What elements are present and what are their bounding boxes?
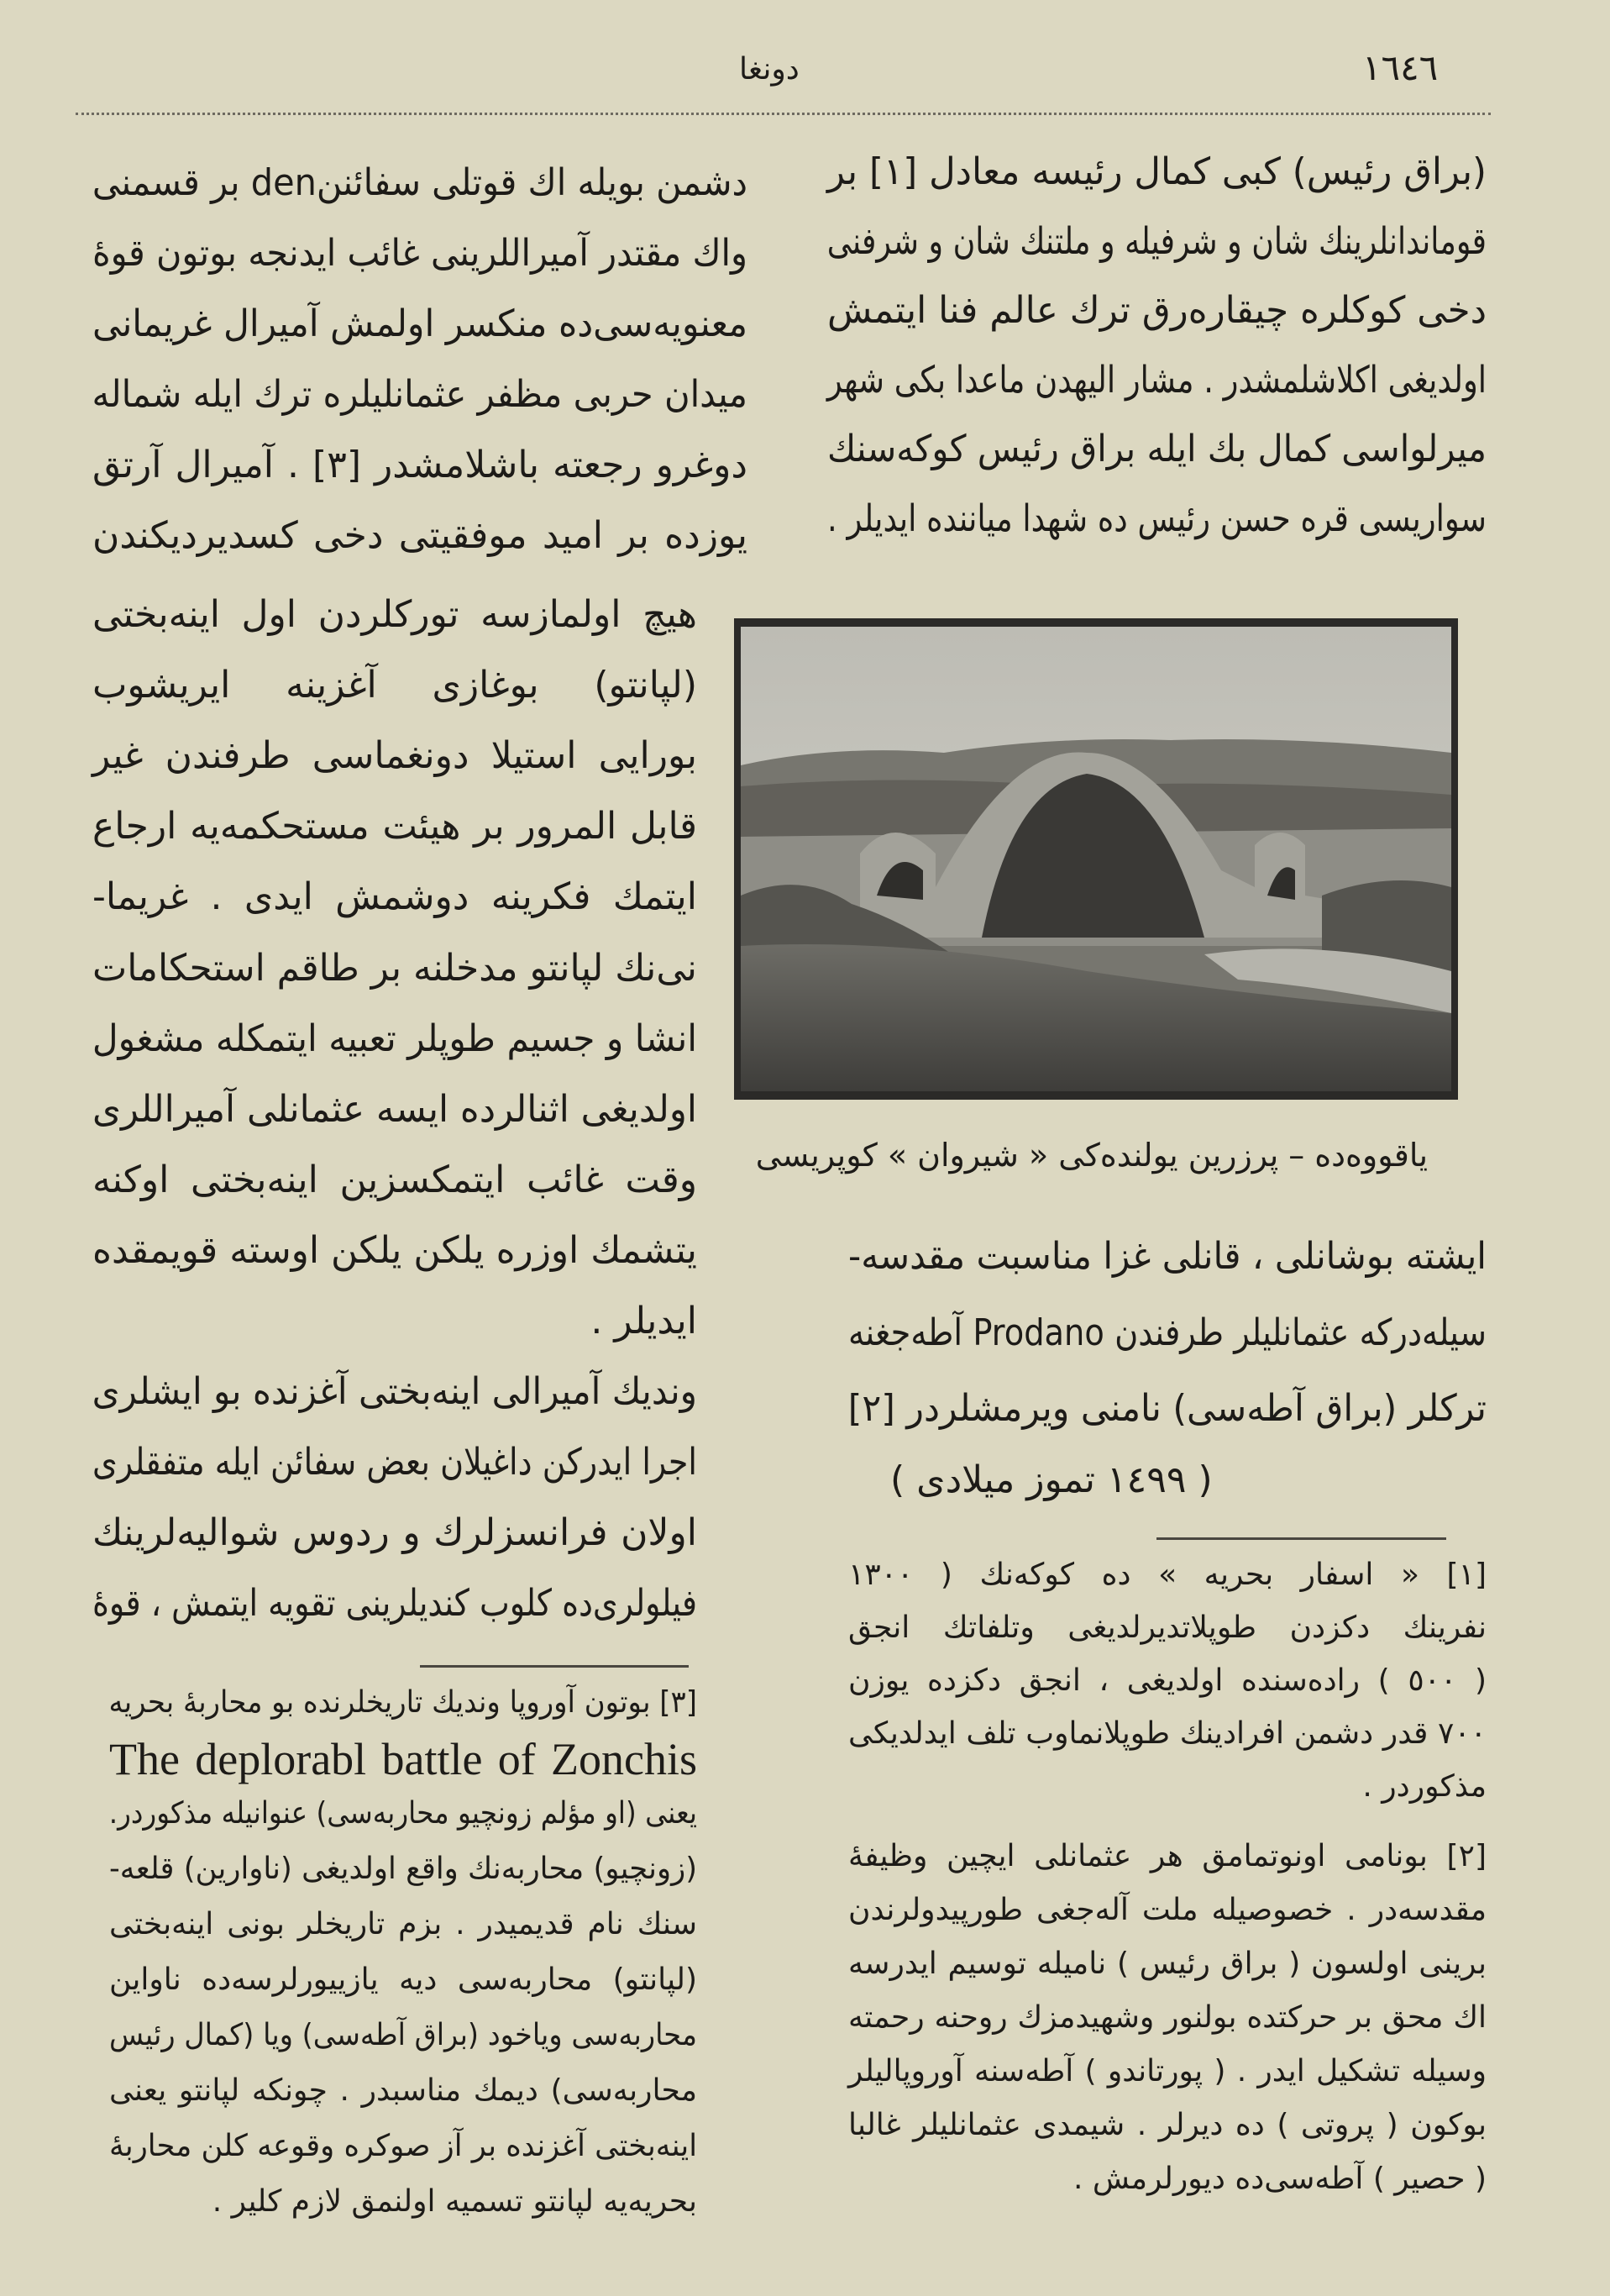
text-line: دشمن بویله اك قوتلی سفائننden بر قسمنی	[92, 161, 747, 204]
text-line: دخی كوكلره چیقاره‌رق ترك عالم فنا ایتمش	[827, 289, 1487, 332]
footnote-line: اینه‌بختی آغزنده بر آز صوكره وقوعه كلن محاربۀ	[109, 2129, 697, 2163]
footnote-divider-left	[420, 1665, 689, 1668]
text-line: اولدیغی اكلاشلمشدر . مشار الیهدن ماعدا بكی شهر	[826, 358, 1487, 402]
text-line: سواریسی قره حسن رئیس ده شهدا میاننده ایدیلر .	[827, 497, 1487, 540]
text-line: قوماندانلرینك شان و شرفیله و ملتنك شان و شرفنی	[826, 219, 1487, 263]
footnote-line: ( حصیر ) آطه‌سی‌ده دیورلرمش .	[1072, 2162, 1487, 2196]
running-title: دونغا	[739, 52, 800, 87]
text-line: نی‌نك لپانتو مدخلنه بر طاقم استحكامات	[92, 946, 697, 990]
text-line: میدان حربی مظفر عثمانلیلره ترك ایله شماله	[92, 373, 747, 416]
footnote-line: وسیله تشكیل ایدر . ( پورتاندو ) آطه‌سنه آوروپالیلر	[848, 2054, 1487, 2088]
footnote-line: محاربه‌سی ویاخود (براق آطه‌سی) ویا (كمال رئیس	[109, 2018, 697, 2052]
text-line: واك مقتدر آمیراللرینی غائب ایدنجه بوتون قوۀ	[92, 232, 747, 275]
footnote-line: محاربه‌سی) دیمك مناسبدر . چونكه لپانتو یعنی	[109, 2073, 697, 2108]
footnote-line: مقدسه‌در . خصوصیله ملت آله‌جغی طورپیدولرندن	[848, 1893, 1487, 1927]
text-line: معنویه‌سی‌ده منكسر اولمش آمیرال غریمانی	[92, 302, 747, 345]
text-line: ایشته بوشانلی ، قانلی غزا مناسبت مقدسه-	[848, 1235, 1487, 1278]
footnote-line: برینی اولسون ( براق رئیس ) نامیله توسیم ایدرسه	[848, 1947, 1487, 1981]
text-line: انشا و جسیم طوپلر تعبیه ایتمكله مشغول	[92, 1017, 697, 1060]
text-line: تركلر (براق آطه‌سی) نامنی ویرمشلردر [٢]	[847, 1387, 1487, 1430]
text-line: میرلواسی كمال بك ایله براق رئیس كوكه‌سنك	[827, 428, 1487, 470]
footnote-line: نفرینك دكزدن طوپلاتدیرلدیغی وتلفاتك انجق	[848, 1610, 1487, 1645]
footnote-english-line: The deplorabl battle of Zonchis	[109, 1734, 697, 1784]
footnote-line: [٣] بوتون آوروپا وندیك تاریخلرنده بو محاربۀ بحریه	[108, 1685, 697, 1720]
bridge-photograph	[734, 618, 1458, 1100]
footnote-line: بحریه‌یه لپانتو تسمیه اولنمق لازم كلیر .	[212, 2184, 697, 2219]
text-line: هیچ اولمازسه توركلردن اول اینه‌بختی	[92, 593, 697, 636]
text-line: یتشمك اوزره یلكن یلكن اوسته قویمقده	[92, 1228, 697, 1272]
text-line: ایتمك فكرینه دوشمش ایدی . غریما-	[92, 875, 697, 919]
text-line: ایدیلر .	[590, 1300, 697, 1342]
footnote-line: اك محق بر حركتده بولنور وشهیدمزك روحنه رحمته	[848, 2000, 1487, 2035]
footnote-line: یعنی (او مؤلم زونچیو محاربه‌سی) عنوانیله مذكوردر.	[108, 1796, 697, 1831]
text-line: اجرا ایدركن داغیلان بعض سفائن ایله متفقلری	[92, 1441, 697, 1484]
text-line: وقت غائب ایتمكسزین اینه‌بختی اوكنه	[92, 1158, 697, 1201]
page-number: ١٦٤٦	[1362, 47, 1439, 88]
text-line: وندیك آمیرالی اینه‌بختی آغزنده بو ایشلری	[92, 1370, 697, 1414]
footnote-line: سنك نام قدیمیدر . بزم تاریخلر بونی اینه‌بختی	[109, 1907, 697, 1941]
footnote-line: ٧٠٠ قدر دشمن افرادینك طوپلانماوب تلف ایدلدیكی	[848, 1716, 1487, 1751]
photo-caption: یاقووه‌ده – پرزرین یولنده‌كی « شیروان » كوپریسی	[755, 1137, 1428, 1174]
text-line: قابل المرور بر هیئت مستحكمه‌یه ارجاع	[92, 805, 697, 849]
text-line: یوزده بر امید موفقیتی دخی كسدیردیكندن	[92, 514, 747, 557]
text-line: فیلولری‌ده كلوب كندیلرینی تقویه ایتمش ، قوۀ	[92, 1582, 697, 1626]
text-line: بورایی استیلا دونغماسی طرفندن غیر	[92, 734, 697, 778]
text-line: (براق رئیس) كبی كمال رئیسه معادل [١] بر	[827, 150, 1487, 193]
footnote-line: (لپانتو) محاربه‌سی دیه یازییورلرسه‌ده ناواین	[109, 1962, 697, 1997]
text-line: (لپانتو) بوغازی آغزینه ایریشوب	[92, 664, 697, 707]
footnote-line: (زونچیو) محاربه‌نك واقع اولدیغی (ناوارین) قلعه-	[109, 1852, 697, 1886]
footnote-line: ( ٥٠٠ ) راده‌سنده اولدیغی ، انجق دكزده یوزن	[848, 1663, 1487, 1698]
footnote-line: بوكون ( پروتی ) ده دیرلر . شیمدی عثمانلیلر غالبا	[848, 2108, 1487, 2142]
text-line: سیله‌دركه عثمانلیلر طرفندن Prodano آطه‌جغنه	[848, 1311, 1487, 1354]
text-line: دوغرو رجعته باشلامشدر [٣] . آمیرال آرتق	[92, 444, 747, 486]
footnote-line: مذكوردر .	[1362, 1769, 1487, 1804]
text-line: اولان فرانسزلرك و ردوس شوالیه‌لرینك	[92, 1511, 697, 1555]
footnote-divider-right	[1156, 1537, 1446, 1540]
footnote-line: [٢] بونامی اونوتمامق هر عثمانلی ایچین وظیفۀ	[848, 1839, 1487, 1873]
text-line: اولدیغی اثنالرده ایسه عثمانلی آمیراللری	[92, 1087, 697, 1131]
date-line: ( ١٤٩٩ تموز میلادی )	[890, 1458, 1213, 1501]
footnote-line: [١] « اسفار بحریه » ده كوكه‌نك ( ١٣٠٠	[848, 1558, 1487, 1592]
header-divider	[76, 113, 1491, 115]
